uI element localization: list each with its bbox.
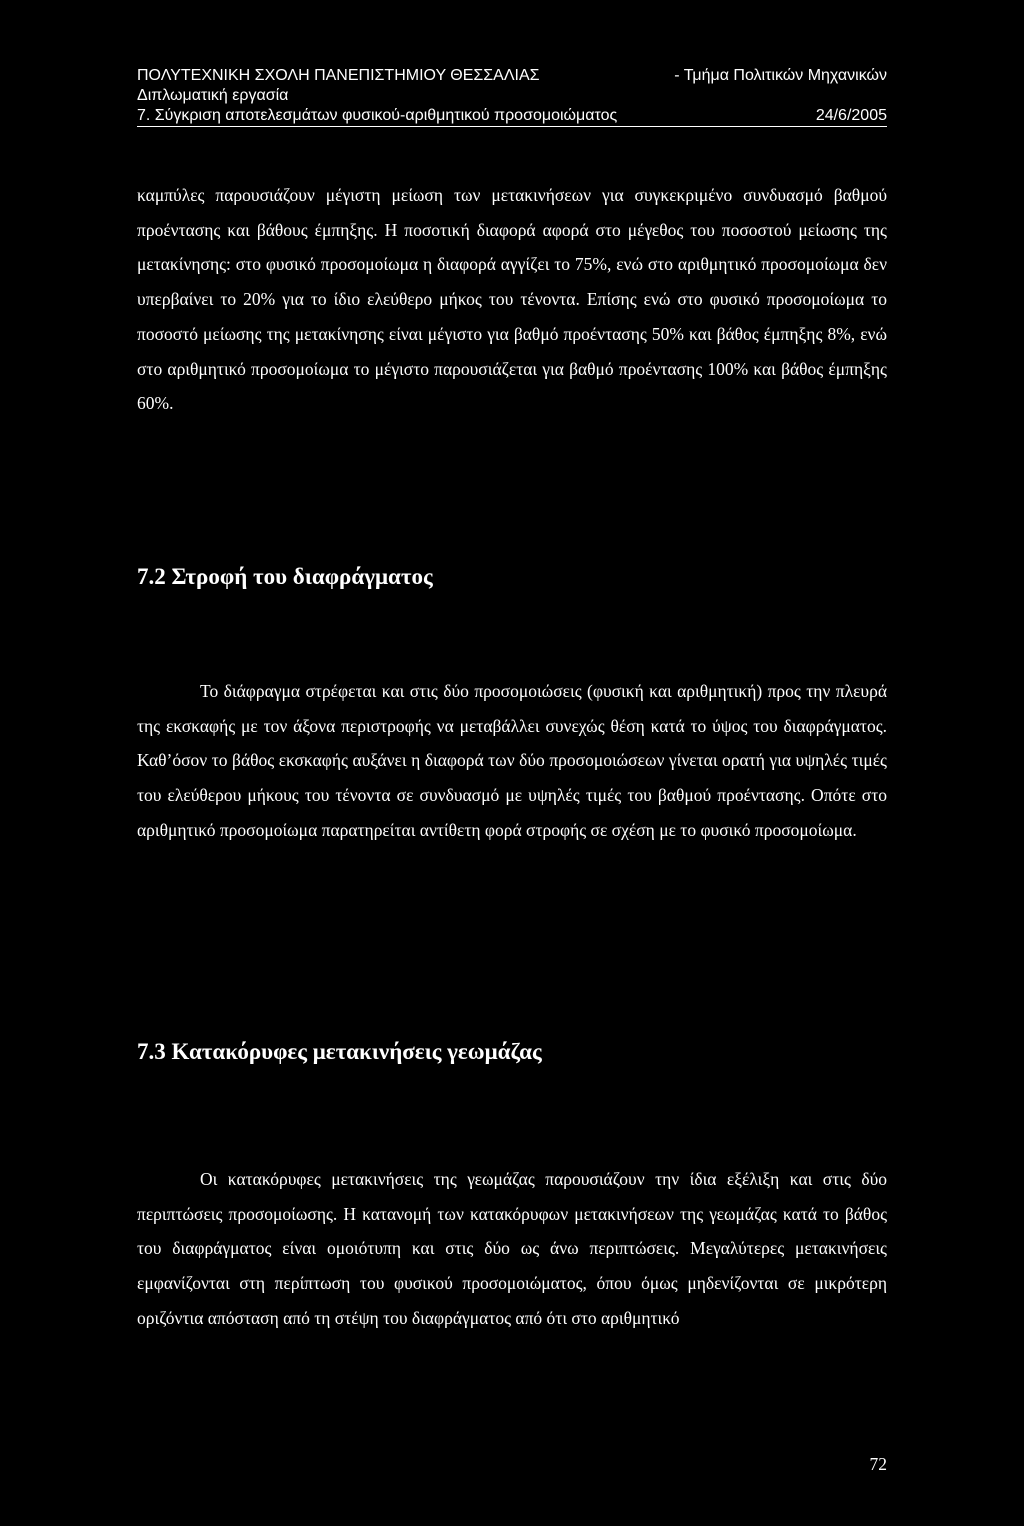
header-line-institution — [137, 66, 887, 86]
header-date: 24/6/2005 — [815, 107, 887, 124]
header-doc-type: Διπλωματική εργασία — [137, 87, 289, 104]
paragraph-section-7-3 — [137, 1162, 887, 1336]
page-header — [137, 66, 887, 127]
paragraph-intro — [137, 178, 887, 421]
page-number: 72 — [869, 1454, 887, 1474]
paragraph-section-7-3-text: Οι κατακόρυφες μετακινήσεις της γεωμάζας παρουσιάζουν την ίδια εξέλιξη και στις δύο περιπτώσεις προσομοίωσης. Η κατανομή των κατακόρυφων μετακινήσεων της γεωμάζας κατά το βάθος του διαφράγματος είναι ομοιότυπη και στις δύο ως άνω περιπτώσεις. Μεγαλύτερες μετακινήσεις εμφανίζονται στη περίπτωση του φυσικού προσομοιώματος, όπου όμως μηδενίζονται σε μικρότερη οριζόντια απόσταση από τη στέψη του διαφράγματος από ότι στο αριθμητικό — [137, 1169, 887, 1328]
section-heading-7-3: 7.3 Κατακόρυφες μετακινήσεις γεωμάζας — [137, 1039, 542, 1064]
paragraph-section-7-2 — [137, 674, 887, 848]
header-department: - Τμήμα Πολιτικών Μηχανικών — [674, 67, 887, 84]
paragraph-section-7-2-text: Το διάφραγμα στρέφεται και στις δύο προσομοιώσεις (φυσική και αριθμητική) προς την πλευρά της εκσκαφής με τον άξονα περιστροφής να μεταβάλλει συνεχώς θέση κατά το ύψος του διαφράγματος. Καθ’όσον το βάθος εκσκαφής αυξάνει η διαφορά των δύο προσομοιώσεων γίνεται ορατή για υψηλές τιμές του ελεύθερου μήκους του τένοντα σε συνδυασμό με υψηλές τιμές του βαθμού προέντασης. Οπότε στο αριθμητικό προσομοίωμα παρατηρείται αντίθετη φορά στροφής σε σχέση με το φυσικό προσομοίωμα. — [137, 681, 887, 840]
header-line-doc-type — [137, 86, 887, 106]
header-university: ΠΟΛΥΤΕΧΝΙΚΗ ΣΧΟΛΗ ΠΑΝΕΠΙΣΤΗΜΙΟΥ ΘΕΣΣΑΛΙΑΣ — [137, 67, 540, 84]
header-line-chapter — [137, 106, 887, 127]
header-chapter: 7. Σύγκριση αποτελεσμάτων φυσικού-αριθμητικού προσομοιώματος — [137, 107, 618, 124]
section-heading-7-2: 7.2 Στροφή του διαφράγματος — [137, 564, 433, 589]
paragraph-intro-text: καμπύλες παρουσιάζουν μέγιστη μείωση των μετακινήσεων για συγκεκριμένο συνδυασμό βαθμού προέντασης και βάθους έμπηξης. Η ποσοτική διαφορά αφορά στο μέγεθος του ποσοστού μείωσης της μετακίνησης: στο φυσικό προσομοίωμα η διαφορά αγγίζει το 75%, ενώ στο αριθμητικό προσομοίωμα δεν υπερβαίνει το 20% για το ίδιο ελεύθερο μήκος του τένοντα. Επίσης ενώ στο φυσικό προσομοίωμα το ποσοστό μείωσης της μετακίνησης είναι μέγιστο για βαθμό προέντασης 50% και βάθος έμπηξης 8%, ενώ στο αριθμητικό προσομοίωμα το μέγιστο παρουσιάζεται για βαθμό προέντασης 100% και βάθος έμπηξης 60%. — [137, 185, 887, 414]
